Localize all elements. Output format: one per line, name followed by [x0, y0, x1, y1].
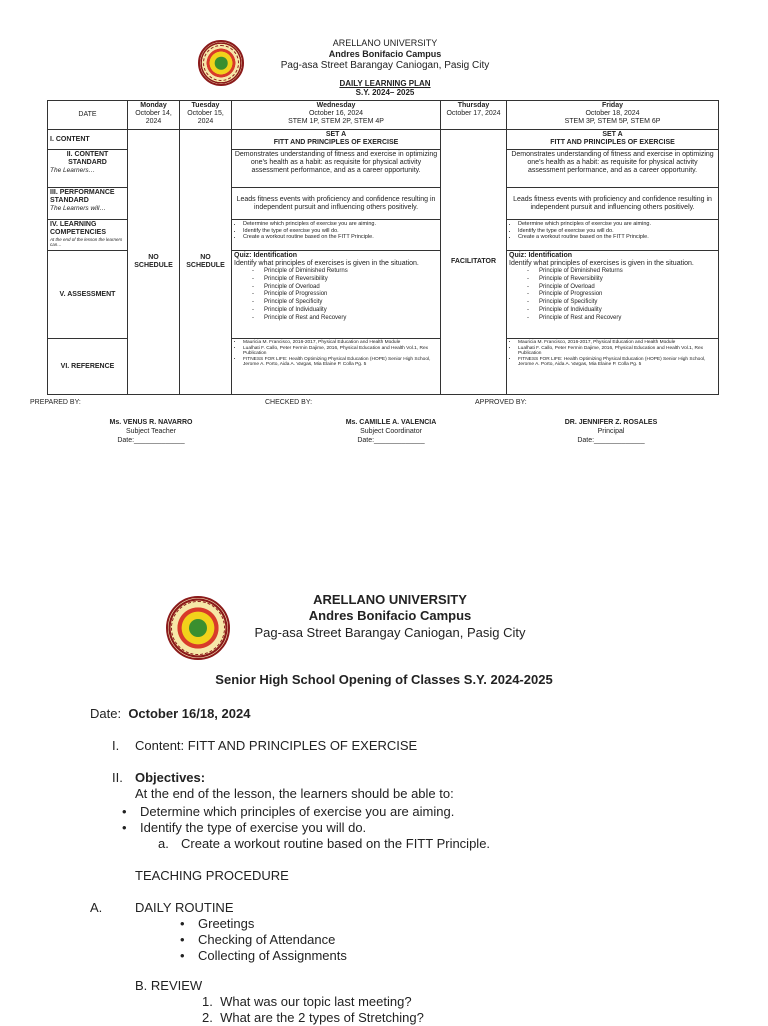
- campus-name: Andres Bonifacio Campus: [328, 49, 442, 59]
- reference-item: • Mauricia M. Francisco, 2016-2017, Physical Education and Health Module: [243, 340, 438, 346]
- competency-item: • Determine which principles of exercise you are aiming.: [518, 221, 716, 228]
- objective-item: • Determine which principles of exercise you are aiming.: [118, 804, 678, 820]
- day-column-thursday: Thursday October 17, 2024: [441, 101, 507, 130]
- competency-item: • Create a workout routine based on the FITT Principle.: [243, 234, 438, 241]
- assessment-label: V. ASSESSMENT: [48, 251, 128, 339]
- objectives-number: II.: [112, 770, 123, 785]
- objectives-label: Objectives:: [135, 770, 206, 785]
- date-header: DATE: [48, 101, 128, 130]
- reference-label: VI. REFERENCE: [48, 339, 128, 395]
- reference-item: • FITNESS FOR LIFE: Health Optimizing Physical Education (HOPE) Senior High School, Jerome A. Porto, Aida A. Vargas, Mia Elaine P. Colla Pg. 5: [243, 357, 438, 368]
- competency-item: • Determine which principles of exercise you are aiming.: [243, 221, 438, 228]
- principle-item: - Principle of Progression: [264, 291, 438, 299]
- day-column-friday: Friday October 18, 2024 STEM 3P, STEM 5P, STEM 6P: [507, 101, 719, 130]
- wednesday-assessment: Quiz: Identification Identify what principles of exercises is given in the situation. - Principle of Diminished Returns - Principle of Reversibility - Principle of Overload - Principle of Progression - Principle of Specificity - Principle of Individuality - Principle of Rest and Recovery: [232, 251, 441, 339]
- checked-name: Ms. CAMILLE A. VALENCIA: [345, 419, 437, 426]
- competency-item: • Create a workout routine based on the FITT Principle.: [518, 234, 716, 241]
- principle-item: - Principle of Rest and Recovery: [539, 315, 716, 323]
- day-column-monday: Monday October 14, 2024: [128, 101, 180, 130]
- checked-date-line: Date:_____________: [357, 437, 425, 444]
- routine-item: • Collecting of Assignments: [176, 948, 476, 964]
- prepared-name: Ms. VENUS R. NAVARRO: [109, 419, 193, 426]
- principle-item: - Principle of Diminished Returns: [539, 268, 716, 276]
- review-list: [202, 994, 602, 1026]
- review-item: 2. What are the 2 types of Stretching?: [202, 1010, 424, 1025]
- content-standard-label: II. CONTENT STANDARD The Learners…: [48, 150, 128, 188]
- no-schedule-monday: NO SCHEDULE: [128, 130, 180, 395]
- lesson-header: [240, 592, 540, 642]
- friday-assessment: Quiz: Identification Identify what principles of exercises is given in the situation. - Principle of Diminished Returns - Principle of Reversibility - Principle of Overload - Principle of Progression - Principle of Specificity - Principle of Individuality - Principle of Rest and Recovery: [507, 251, 719, 339]
- principle-item: - Principle of Individuality: [539, 307, 716, 315]
- objectives-section: [135, 770, 695, 802]
- review-heading: B. REVIEW: [135, 978, 203, 993]
- friday-content-standard: Demonstrates understanding of fitness and exercise in optimizing one's health as a habit: as requisite for physical activity assessment performance, and as a career opportunity.: [507, 150, 719, 188]
- principle-item: - Principle of Rest and Recovery: [264, 315, 438, 323]
- campus-address: Pag-asa Street Barangay Caniogan, Pasig City: [254, 625, 526, 640]
- wednesday-performance-standard: Leads fitness events with proficiency and confidence resulting in independent pursuit and influencing others positively.: [232, 188, 441, 220]
- daily-learning-plan-table: [47, 100, 719, 395]
- approved-date-line: Date:_____________: [577, 437, 645, 444]
- prepared-by-label: PREPARED BY:: [30, 399, 81, 406]
- principle-item: - Principle of Specificity: [539, 299, 716, 307]
- daily-routine-heading: DAILY ROUTINE: [135, 900, 234, 915]
- approved-by-label: APPROVED BY:: [475, 399, 527, 406]
- no-schedule-tuesday: NO SCHEDULE: [180, 130, 232, 395]
- teaching-procedure-heading: TEACHING PROCEDURE: [135, 868, 289, 883]
- principle-item: - Principle of Progression: [539, 291, 716, 299]
- prepared-role: Subject Teacher: [125, 428, 177, 435]
- university-name: ARELLANO UNIVERSITY: [332, 38, 438, 48]
- objective-a: Create a workout routine based on the FITT Principle.: [181, 836, 491, 851]
- lesson-date: Date: October 16/18, 2024: [90, 706, 251, 721]
- content-label: I. CONTENT: [48, 130, 128, 150]
- checked-by-label: CHECKED BY:: [265, 399, 313, 406]
- competency-item: • Identify the type of exercise you will do.: [243, 228, 438, 235]
- reference-item: • Lualhati F. Callo, Peter Fermin Dajime, 2016, Physical Education and Health Vol.1, Rex Publication: [518, 346, 716, 357]
- wednesday-content-standard: Demonstrates understanding of fitness and exercise in optimizing one's health as a habit: as requisite for physical activity assessment performance, and as a career opportunity.: [232, 150, 441, 188]
- approved-role: Principal: [597, 428, 625, 435]
- university-seal-icon: [166, 596, 230, 660]
- routine-list: [176, 916, 476, 964]
- friday-performance-standard: Leads fitness events with proficiency and confidence resulting in independent pursuit and influencing others positively.: [507, 188, 719, 220]
- reference-item: • Lualhati F. Callo, Peter Fermin Dajime, 2016, Physical Education and Health Vol.1, Rex Publication: [243, 346, 438, 357]
- approved-name: DR. JENNIFER Z. ROSALES: [564, 419, 658, 426]
- campus-name: Andres Bonifacio Campus: [308, 608, 472, 623]
- wednesday-competencies: [232, 220, 441, 251]
- friday-competencies: [507, 220, 719, 251]
- performance-standard-label: III. PERFORMANCE STANDARD The Learners will…: [48, 188, 128, 220]
- plan-title: DAILY LEARNING PLAN: [339, 79, 431, 88]
- university-name: ARELLANO UNIVERSITY: [313, 592, 467, 607]
- university-seal-icon: [198, 40, 244, 86]
- checked-role: Subject Coordinator: [360, 428, 422, 435]
- routine-item: • Greetings: [176, 916, 476, 932]
- prepared-date-line: Date:_____________: [117, 437, 185, 444]
- document-header: [240, 38, 530, 97]
- principle-item: - Principle of Individuality: [264, 307, 438, 315]
- competency-item: • Identify the type of exercise you will do.: [518, 228, 716, 235]
- school-year: S.Y. 2024– 2025: [355, 88, 415, 97]
- wednesday-references: [232, 339, 441, 395]
- day-column-tuesday: Tuesday October 15, 2024: [180, 101, 232, 130]
- daily-routine-number: A.: [90, 900, 103, 915]
- daily-learning-plan-page: [0, 0, 768, 470]
- learning-competencies-label: IV. LEARNING COMPETENCIES At the end of the lesson the learners can…: [48, 220, 128, 251]
- objective-a-number: a.: [158, 836, 169, 851]
- routine-item: • Checking of Attendance: [176, 932, 476, 948]
- prepared-signature: [66, 418, 236, 445]
- lesson-title: Senior High School Opening of Classes S.Y. 2024-2025: [215, 672, 553, 687]
- principle-item: - Principle of Reversibility: [264, 276, 438, 284]
- principle-item: - Principle of Diminished Returns: [264, 268, 438, 276]
- facilitator-thursday: FACILITATOR: [441, 130, 507, 395]
- campus-address: Pag-asa Street Barangay Caniogan, Pasig City: [280, 60, 490, 71]
- content-number: I.: [112, 738, 120, 753]
- day-column-wednesday: Wednesday October 16, 2024 STEM 1P, STEM 2P, STEM 4P: [232, 101, 441, 130]
- review-item: 1. What was our topic last meeting?: [202, 994, 412, 1009]
- reference-item: • Mauricia M. Francisco, 2016-2017, Physical Education and Health Module: [518, 340, 716, 346]
- approved-signature: [526, 418, 696, 445]
- friday-references: [507, 339, 719, 395]
- wednesday-topic: SET A FITT AND PRINCIPLES OF EXERCISE: [232, 130, 441, 150]
- principle-item: - Principle of Specificity: [264, 299, 438, 307]
- reference-item: • FITNESS FOR LIFE: Health Optimizing Physical Education (HOPE) Senior High School, Jerome A. Porto, Aida A. Vargas, Mia Elaine P. Colla Pg. 5: [518, 357, 716, 368]
- lesson-content: Content: FITT AND PRINCIPLES OF EXERCISE: [135, 738, 418, 753]
- objectives-list: [118, 804, 678, 836]
- objective-item: • Identify the type of exercise you will do.: [118, 820, 678, 836]
- lesson-plan-page: [0, 560, 768, 1024]
- principle-item: - Principle of Overload: [264, 284, 438, 292]
- friday-topic: SET A FITT AND PRINCIPLES OF EXERCISE: [507, 130, 719, 150]
- objectives-intro: At the end of the lesson, the learners should be able to:: [135, 786, 454, 801]
- principle-item: - Principle of Reversibility: [539, 276, 716, 284]
- checked-signature: [306, 418, 476, 445]
- principle-item: - Principle of Overload: [539, 284, 716, 292]
